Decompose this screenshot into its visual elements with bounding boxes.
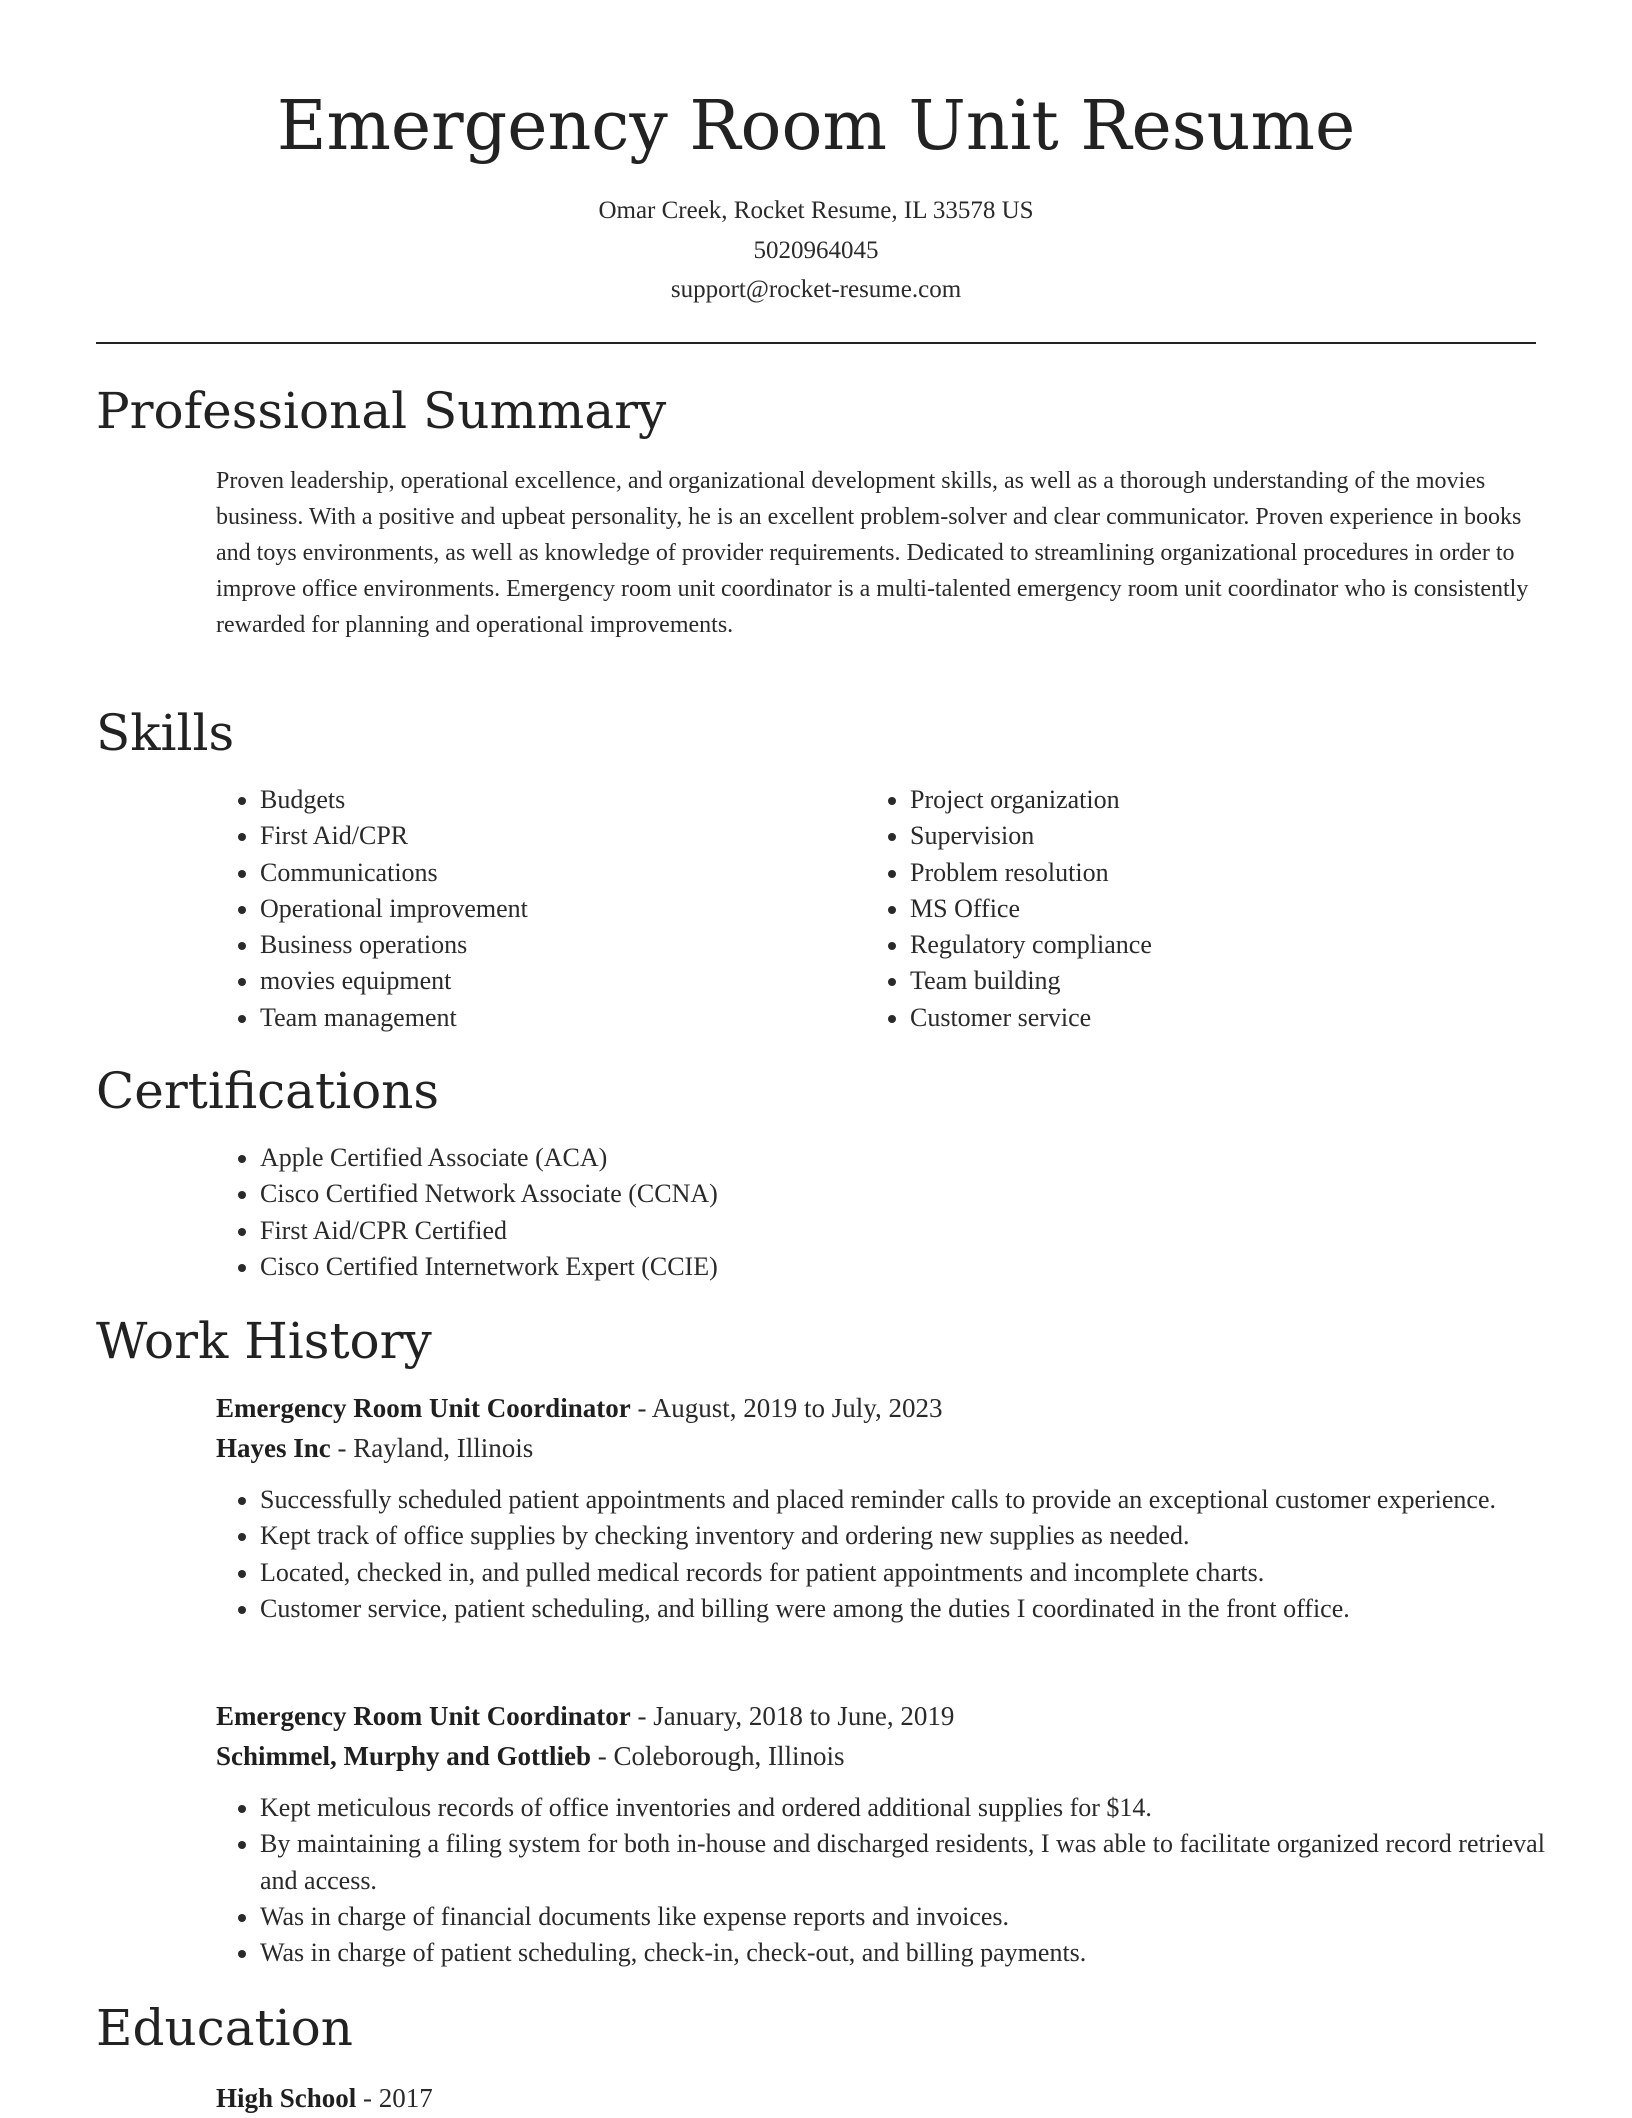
skill-item: • Team management	[260, 1000, 860, 1036]
skill-item: • Problem resolution	[910, 855, 1550, 891]
job-bullet: • Kept meticulous records of office inventories and ordered additional supplies for $14.	[260, 1790, 1580, 1826]
contact-address: Omar Creek, Rocket Resume, IL 33578 US	[598, 197, 1034, 224]
skill-item: • Project organization	[910, 782, 1550, 818]
skill-item: • Supervision	[910, 818, 1550, 854]
contact-block	[0, 191, 1632, 310]
job-1-bullets	[216, 1482, 1580, 1627]
skill-item: • Regulatory compliance	[910, 927, 1550, 963]
job-2-header	[216, 1696, 1536, 1776]
job-1-title-line	[216, 1388, 1536, 1428]
certifications-list	[216, 1140, 1560, 1285]
summary-heading: Professional Summary	[96, 382, 667, 440]
certifications-heading: Certifications	[96, 1062, 440, 1120]
skill-item: • Budgets	[260, 782, 860, 818]
job-2-title-line	[216, 1696, 1536, 1736]
job-bullet: • Was in charge of patient scheduling, check-in, check-out, and billing payments.	[260, 1935, 1580, 1971]
job-role: Emergency Room Unit Coordinator	[216, 1701, 631, 1731]
job-location: - Coleborough, Illinois	[591, 1741, 845, 1771]
job-company: Hayes Inc	[216, 1433, 331, 1463]
work-history-heading: Work History	[96, 1312, 432, 1370]
skill-item: • movies equipment	[260, 963, 860, 999]
job-location: - Rayland, Illinois	[330, 1433, 534, 1463]
job-2-company-line	[216, 1736, 1536, 1776]
certification-item: • Cisco Certified Network Associate (CCNA)	[260, 1176, 1560, 1212]
job-bullet: • Was in charge of financial documents like expense reports and invoices.	[260, 1899, 1580, 1935]
education-entry	[216, 2078, 433, 2118]
header-divider	[96, 342, 1536, 344]
job-bullet: • Located, checked in, and pulled medical records for patient appointments and incomplete charts.	[260, 1555, 1580, 1591]
education-degree: High School	[216, 2083, 357, 2113]
contact-email: support@rocket-resume.com	[670, 276, 962, 303]
job-role: Emergency Room Unit Coordinator	[216, 1393, 631, 1423]
skill-item: • Customer service	[910, 1000, 1550, 1036]
skill-item: • Business operations	[260, 927, 860, 963]
skill-item: • MS Office	[910, 891, 1550, 927]
job-bullet: • Kept track of office supplies by checking inventory and ordering new supplies as needed.	[260, 1518, 1580, 1554]
job-1-header	[216, 1388, 1536, 1468]
job-bullet: • By maintaining a filing system for both in-house and discharged residents, I was able to facilitate organized record retrieval and access.	[260, 1826, 1580, 1899]
education-heading: Education	[96, 1999, 353, 2057]
skill-item: • Communications	[260, 855, 860, 891]
certification-item: • First Aid/CPR Certified	[260, 1213, 1560, 1249]
certification-item: • Cisco Certified Internetwork Expert (CCIE)	[260, 1249, 1560, 1285]
job-dates: - August, 2019 to July, 2023	[630, 1393, 943, 1423]
job-company: Schimmel, Murphy and Gottlieb	[216, 1741, 592, 1771]
job-bullet: • Successfully scheduled patient appointments and placed reminder calls to provide an exceptional customer experience.	[260, 1482, 1580, 1518]
contact-phone: 5020964045	[753, 236, 879, 264]
skills-list-left	[216, 782, 860, 1036]
job-2-bullets	[216, 1790, 1580, 1971]
job-1-company-line	[216, 1428, 1536, 1468]
resume-title: Emergency Room Unit Resume	[276, 87, 1356, 166]
education-year: - 2017	[356, 2083, 433, 2113]
skill-item: • Team building	[910, 963, 1550, 999]
summary-text: Proven leadership, operational excellence, and organizational development skills, as well as a thorough understanding of the movies business. With a positive and upbeat personality, he is an excellent problem-solver and clear communicator. Proven experience in books and toys environments, as well as knowledge of provider requirements. Dedicated to streamlining organizational procedures in order to improve office environments. Emergency room unit coordinator is a multi-talented emergency room unit coordinator who is consistently rewarded for planning and operational improvements.	[216, 468, 1529, 638]
skills-heading: Skills	[96, 704, 235, 762]
job-bullet: • Customer service, patient scheduling, and billing were among the duties I coordinated in the front office.	[260, 1591, 1580, 1627]
certification-item: • Apple Certified Associate (ACA)	[260, 1140, 1560, 1176]
skill-item: • Operational improvement	[260, 891, 860, 927]
skill-item: • First Aid/CPR	[260, 818, 860, 854]
skills-list-right	[866, 782, 1550, 1036]
job-dates: - January, 2018 to June, 2019	[630, 1701, 955, 1731]
